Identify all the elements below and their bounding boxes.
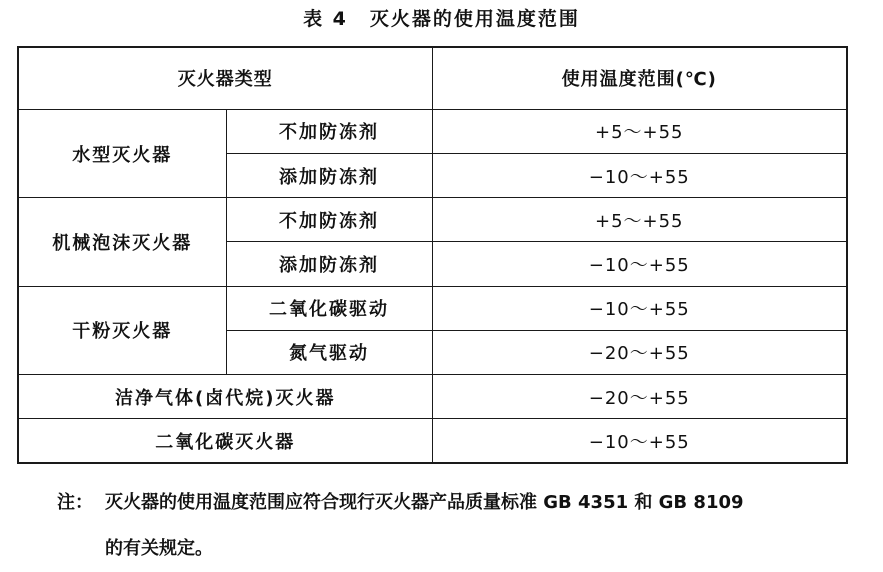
table-row [18,286,847,330]
single-type-cell: 洁净气体(卤代烷)灭火器 [18,375,432,419]
subtype-cell: 二氧化碳驱动 [226,286,432,330]
temperature-range-table [17,46,848,464]
range-cell: −10～+55 [432,286,847,330]
note-text-line-1: 灭火器的使用温度范围应符合现行灭火器产品质量标准 GB 4351 和 GB 8109 [105,492,744,513]
single-type-cell: 二氧化碳灭火器 [18,419,432,463]
range-cell: −20～+55 [432,375,847,419]
table-row [18,198,847,242]
table-caption: 灭火器的使用温度范围 [369,8,580,30]
group-name: 水型灭火器 [18,109,226,197]
table-title [0,4,883,31]
range-cell: +5～+55 [432,198,847,242]
subtype-cell: 不加防冻剂 [226,198,432,242]
group-name: 干粉灭火器 [18,286,226,374]
table-row [18,375,847,419]
subtype-cell: 氮气驱动 [226,330,432,374]
range-cell: −10～+55 [432,419,847,463]
subtype-cell: 添加防冻剂 [226,242,432,286]
table-number: 表 4 [303,8,348,30]
table-row [18,419,847,463]
table-row [18,109,847,153]
subtype-cell: 不加防冻剂 [226,109,432,153]
note-text-line-2: 的有关规定。 [105,538,213,559]
header-temperature-range: 使用温度范围(℃) [432,47,847,109]
subtype-cell: 添加防冻剂 [226,154,432,198]
range-cell: −10～+55 [432,154,847,198]
range-cell: −10～+55 [432,242,847,286]
table-header-row [18,47,847,109]
range-cell: +5～+55 [432,109,847,153]
header-extinguisher-type: 灭火器类型 [18,47,432,109]
note-label: 注： [57,492,93,513]
range-cell: −20～+55 [432,330,847,374]
group-name: 机械泡沫灭火器 [18,198,226,286]
